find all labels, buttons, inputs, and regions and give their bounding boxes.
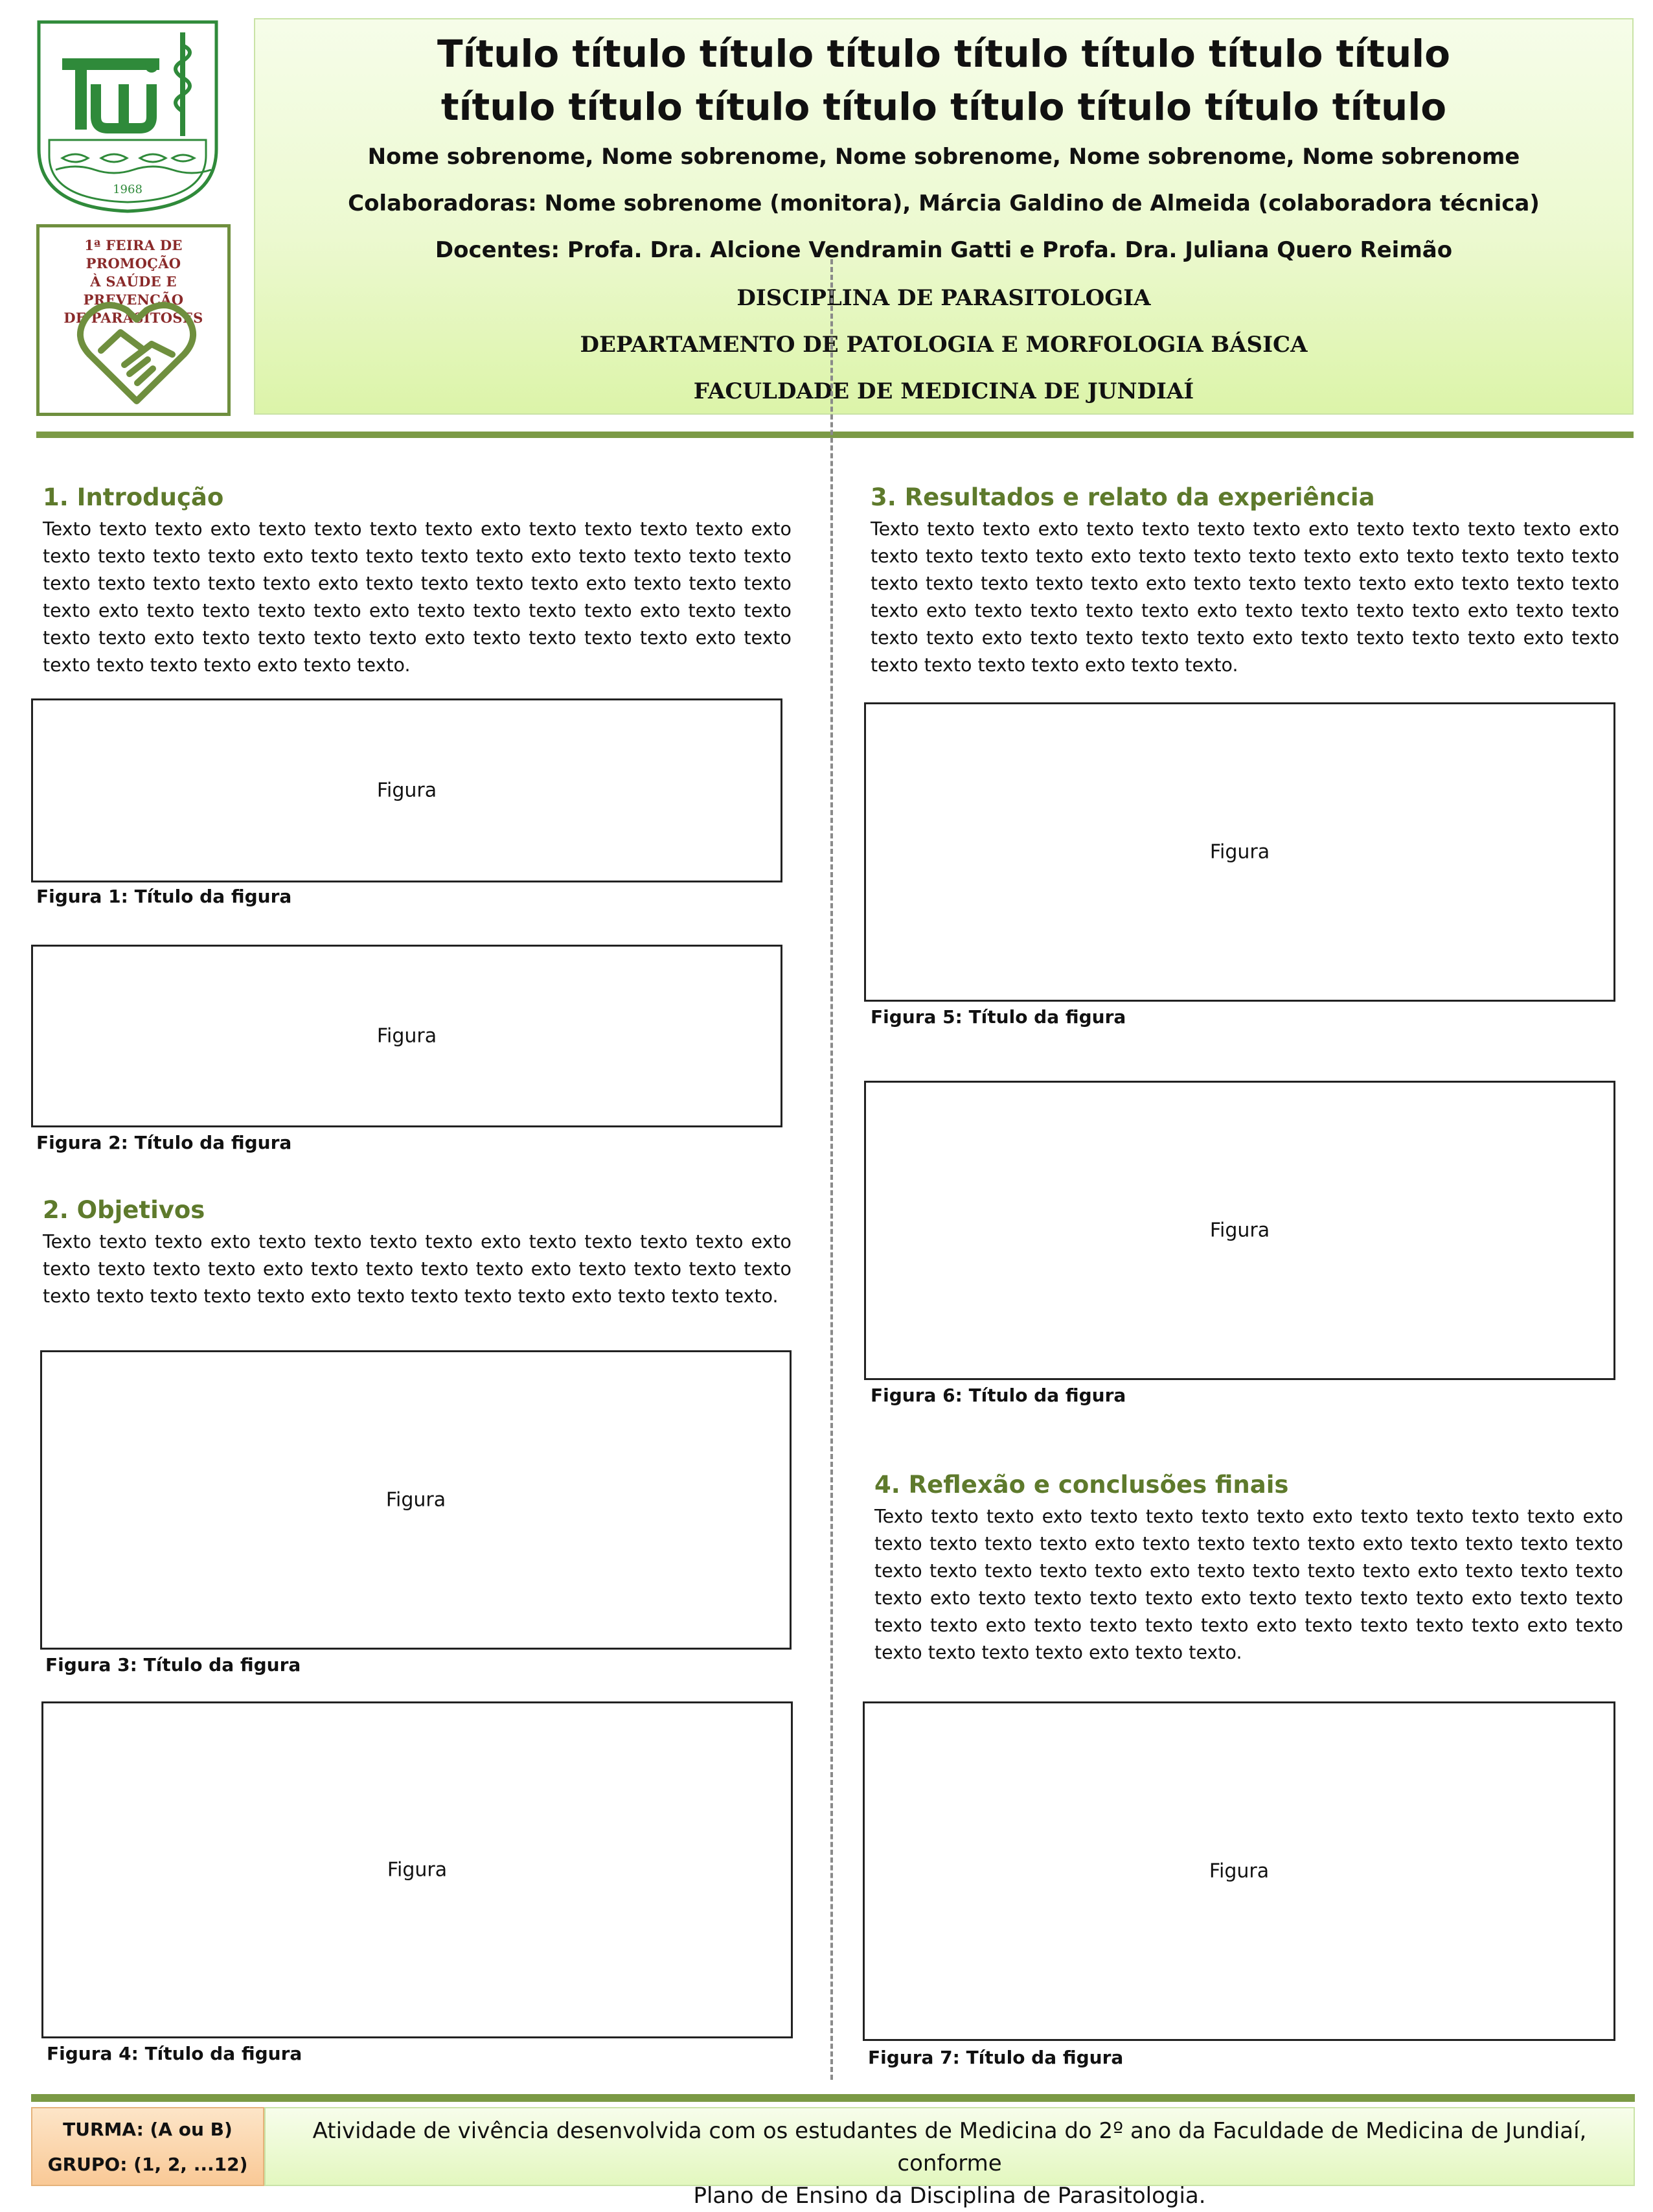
group-info-box — [31, 2107, 264, 2186]
figure-placeholder: Figura — [1209, 1219, 1270, 1242]
turma-label: TURMA: (A ou B) — [63, 2119, 233, 2140]
heart-handshake-icon — [75, 297, 198, 408]
figure-7 — [863, 1701, 1615, 2041]
section-title-results: 3. Resultados e relato da experiência — [871, 483, 1375, 511]
poster-header — [254, 18, 1634, 415]
figure-caption-4: Figura 4: Título da figura — [47, 2043, 302, 2064]
section-text-intro: Texto texto texto exto texto texto texto texto exto texto texto texto texto exto texto texto texto texto exto texto texto texto texto exto texto texto texto texto texto texto texto texto texto exto texto texto texto texto exto texto texto texto texto exto texto texto texto texto exto texto texto texto texto exto texto texto texto texto exto texto texto texto texto exto texto texto texto texto exto texto texto texto texto texto exto texto texto. — [43, 518, 792, 676]
section-text-objectives: Texto texto texto exto texto texto texto texto exto texto texto texto texto exto texto texto texto texto exto texto texto texto texto exto texto texto texto texto texto texto texto texto texto exto texto texto texto texto exto texto texto texto. — [43, 1231, 792, 1307]
section-text-results: Texto texto texto exto texto texto texto texto exto texto texto texto texto exto texto texto texto texto exto texto texto texto texto exto texto texto texto texto texto texto texto texto texto exto texto texto texto texto exto texto texto texto texto exto texto texto texto texto exto texto texto texto texto exto texto texto texto texto exto texto texto texto texto exto texto texto texto texto exto texto texto texto texto texto exto texto texto. — [871, 518, 1619, 676]
title-line-2: título título título título título título título título — [440, 85, 1447, 129]
department: DEPARTAMENTO DE PATOLOGIA E MORFOLOGIA BÁSICA — [580, 332, 1308, 358]
figure-placeholder: Figura — [1209, 1860, 1270, 1883]
figure-4 — [41, 1701, 793, 2038]
section-text-conclusions: Texto texto texto exto texto texto texto texto exto texto texto texto texto exto texto texto texto texto exto texto texto texto texto exto texto texto texto texto texto texto texto texto texto exto texto texto texto texto exto texto texto texto texto exto texto texto texto texto exto texto texto texto texto exto texto texto texto texto exto texto texto texto texto exto texto texto texto texto exto texto texto texto texto texto exto texto texto. — [874, 1506, 1623, 1663]
fair-badge — [36, 224, 231, 416]
section-title-conclusions: 4. Reflexão e conclusões finais — [874, 1471, 1289, 1499]
figure-caption-3: Figura 3: Título da figura — [45, 1654, 301, 1676]
faculty: FACULDADE DE MEDICINA DE JUNDIAÍ — [693, 378, 1194, 404]
fair-line-1: 1ª FEIRA DE PROMOÇÃO — [84, 237, 183, 271]
figure-placeholder: Figura — [385, 1488, 446, 1512]
discipline: DISCIPLINA DE PARASITOLOGIA — [736, 285, 1151, 311]
figure-placeholder: Figura — [376, 779, 437, 802]
fair-line-2: À SAÚDE E PREVENÇÃO — [83, 273, 184, 308]
header-divider — [36, 432, 1634, 438]
title-line-1: Título título título título título título título título — [437, 32, 1450, 76]
section-title-objectives: 2. Objetivos — [43, 1196, 205, 1224]
figure-caption-2: Figura 2: Título da figura — [36, 1132, 292, 1153]
figure-5 — [864, 702, 1615, 1002]
poster-title — [255, 27, 1632, 133]
figure-caption-7: Figura 7: Título da figura — [868, 2047, 1124, 2068]
figure-2 — [31, 945, 782, 1127]
section-title-intro: 1. Introdução — [43, 483, 224, 511]
figure-placeholder: Figura — [387, 1858, 448, 1882]
grupo-label: GRUPO: (1, 2, ...12) — [47, 2154, 248, 2175]
activity-note-line-2: Plano de Ensino da Disciplina de Parasitologia. — [693, 2183, 1206, 2209]
column-divider — [830, 259, 833, 2080]
teachers: Docentes: Profa. Dra. Alcione Vendramin Gatti e Profa. Dra. Juliana Quero Reimão — [435, 237, 1453, 263]
figure-3 — [40, 1350, 792, 1650]
figure-6 — [864, 1081, 1615, 1380]
collaborators: Colaboradoras: Nome sobrenome (monitora), Márcia Galdino de Almeida (colaboradora técnica) — [348, 190, 1540, 216]
logo-year: 1968 — [113, 183, 142, 196]
faculty-logo — [36, 19, 219, 214]
figure-caption-1: Figura 1: Título da figura — [36, 886, 292, 907]
figure-placeholder: Figura — [376, 1024, 437, 1048]
figure-placeholder: Figura — [1209, 840, 1270, 864]
activity-note-box — [264, 2107, 1635, 2209]
activity-note-line-1: Atividade de vivência desenvolvida com os estudantes de Medicina do 2º ano da Faculdade de Medicina de Jundiaí, conforme — [312, 2118, 1587, 2176]
footer-divider — [31, 2094, 1635, 2102]
figure-1 — [31, 698, 782, 882]
figure-caption-5: Figura 5: Título da figura — [871, 1006, 1126, 1028]
fair-line-3: DE PARASITOSES — [63, 310, 203, 326]
authors: Nome sobrenome, Nome sobrenome, Nome sobrenome, Nome sobrenome, Nome sobrenome — [367, 144, 1520, 170]
figure-caption-6: Figura 6: Título da figura — [871, 1385, 1126, 1406]
